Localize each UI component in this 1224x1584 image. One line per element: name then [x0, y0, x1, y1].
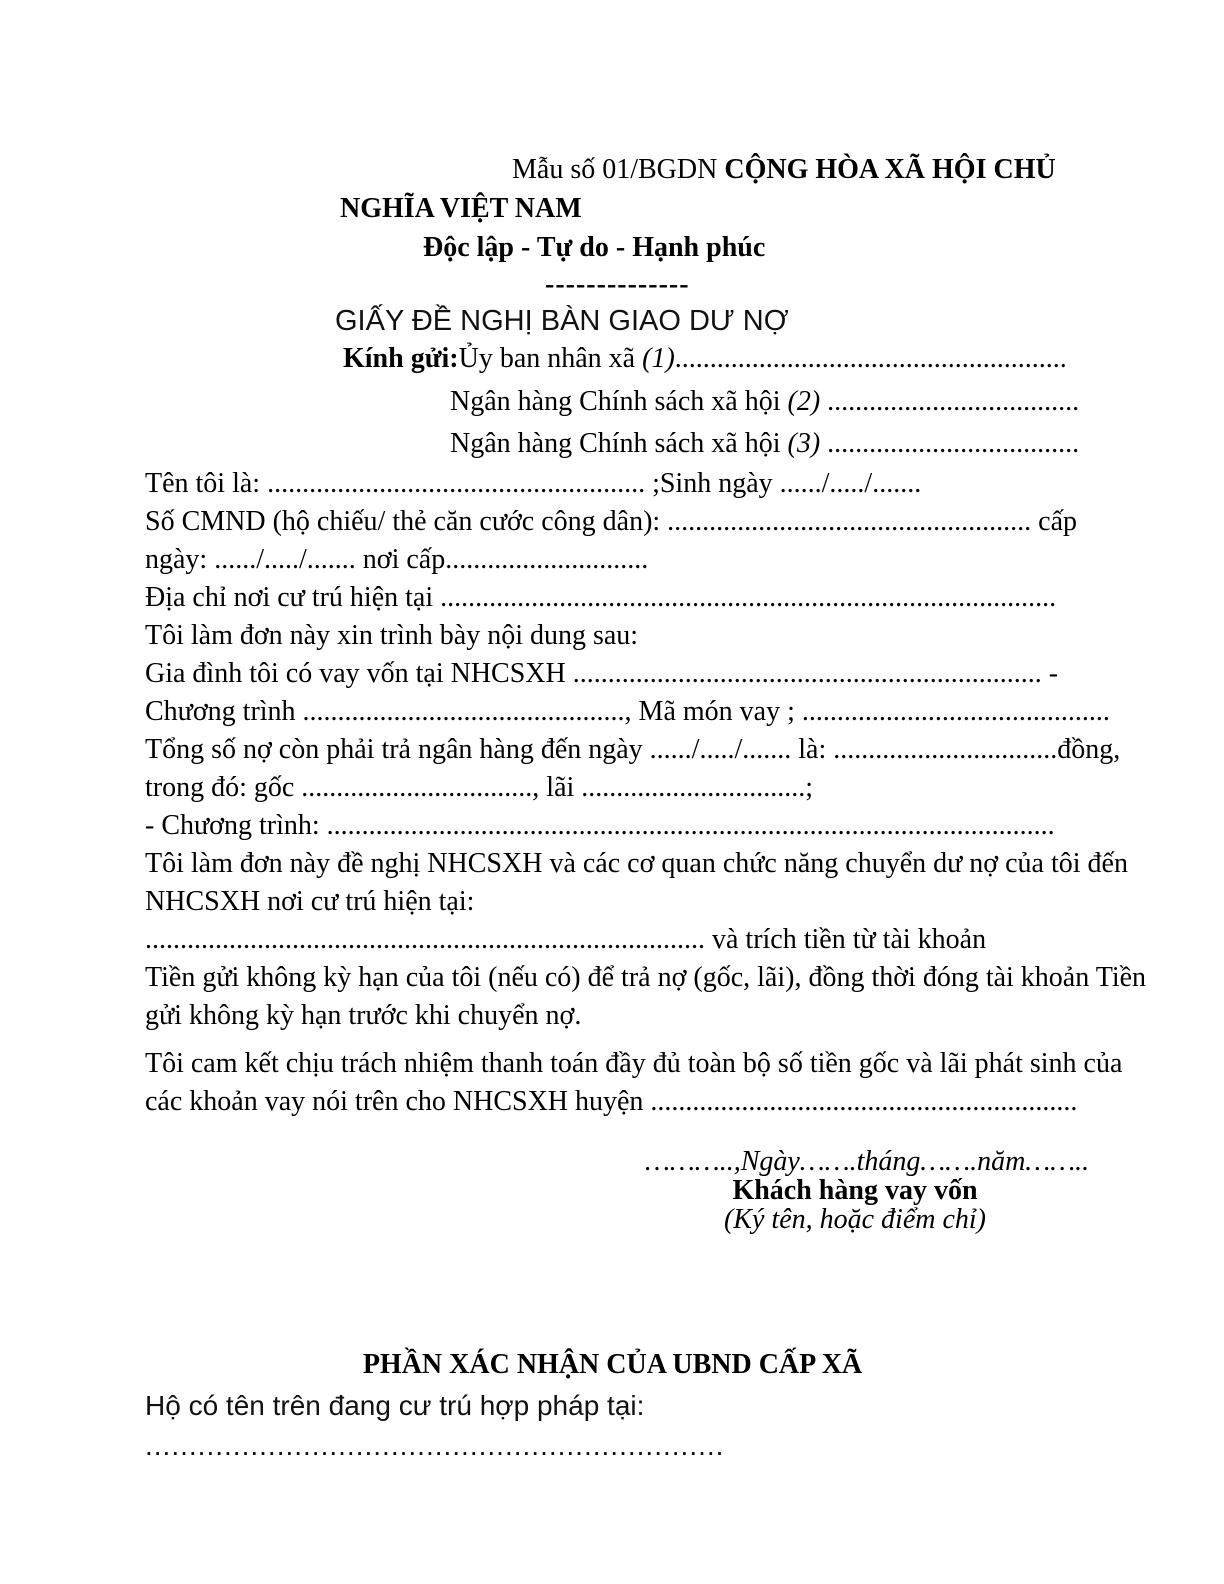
recipient-dots: ........................................................	[674, 343, 1067, 374]
recipient-line	[145, 423, 1224, 465]
recipient-dots: ....................................	[820, 386, 1080, 417]
form-line: Tổng số nợ còn phải trả ngân hàng đến ngày ....../...../....... là: ................................đồng,	[145, 734, 1121, 765]
signature-block	[645, 1146, 1090, 1235]
confirmation-heading: PHẦN XÁC NHẬN CỦA UBND CẤP XÃ	[362, 1349, 863, 1380]
form-line: ................................................................................ và trích tiền từ tài khoản	[145, 924, 987, 955]
form-line: Tiền gửi không kỳ hạn của tôi (nếu có) để trả nợ (gốc, lãi), đồng thời đóng tài khoản Tiền	[145, 962, 1147, 993]
form-line: Tôi cam kết chịu trách nhiệm thanh toán đầy đủ toàn bộ số tiền gốc và lãi phát sinh của	[145, 1048, 1123, 1079]
form-line: NHCSXH nơi cư trú hiện tại:	[145, 886, 475, 917]
document-title: GIẤY ĐỀ NGHỊ BÀN GIAO DƯ NỢ	[335, 305, 789, 337]
form-line: trong đó: gốc ................................., lãi ................................;	[145, 772, 814, 803]
recipient-dots: ....................................	[820, 428, 1080, 459]
signature-note: (Ký tên, hoặc điểm chỉ)	[723, 1204, 987, 1235]
recipient-ref: (1)	[642, 343, 675, 374]
recipient-ref: (2)	[787, 386, 821, 417]
form-line: ngày: ....../...../....... nơi cấp.............................	[145, 544, 649, 575]
form-line: Tên tôi là: ...................................................... ;Sinh ngày ....../...../.......	[145, 468, 922, 499]
form-line: Số CMND (hộ chiếu/ thẻ căn cước công dân): .................................................... cấp	[145, 506, 1078, 537]
header-divider: --------------	[545, 269, 690, 300]
signature-role: Khách hàng vay vốn	[732, 1175, 978, 1206]
recipient-ref: (3)	[787, 428, 821, 459]
recipient-line	[145, 381, 1224, 423]
form-line: Chương trình .............................................., Mã món vay ; ............................................	[145, 696, 1110, 727]
national-title-part2: NGHĨA VIỆT NAM	[340, 193, 582, 224]
form-line: gửi không kỳ hạn trước khi chuyển nợ.	[145, 1000, 582, 1031]
header-line-1	[145, 150, 1224, 189]
recipient-name: Ngân hàng Chính sách xã hội	[450, 428, 788, 459]
signature-date-line: ………..,Ngày…….tháng…….năm……..	[645, 1146, 1090, 1177]
form-line: các khoản vay nói trên cho NHCSXH huyện .............................................................	[145, 1086, 1078, 1117]
recipient-name: Ủy ban nhân xã	[458, 343, 643, 374]
residence-statement: Hộ có tên trên đang cư trú hợp pháp tại:	[145, 1390, 645, 1421]
motto: Độc lập - Tự do - Hạnh phúc	[423, 232, 766, 263]
form-number: Mẫu số 01/BGDN	[512, 154, 725, 185]
fill-in-dots: ..................................................................	[145, 1430, 725, 1461]
form-line: - Chương trình: ........................................................................................................	[145, 810, 1055, 841]
form-line: Tôi làm đơn này đề nghị NHCSXH và các cơ quan chức năng chuyển dư nợ của tôi đến	[145, 848, 1128, 879]
recipient-name: Ngân hàng Chính sách xã hội	[450, 386, 788, 417]
salutation-line	[145, 339, 1224, 378]
national-title-part1: CỘNG HÒA XÃ HỘI CHỦ	[724, 154, 1056, 185]
form-line: Tôi làm đơn này xin trình bày nội dung sau:	[145, 620, 639, 651]
form-line: Gia đình tôi có vay vốn tại NHCSXH ................................................................... -	[145, 658, 1059, 689]
salutation-label: Kính gửi:	[343, 343, 459, 374]
form-line: Địa chỉ nơi cư trú hiện tại ........................................................................................	[145, 582, 1057, 613]
